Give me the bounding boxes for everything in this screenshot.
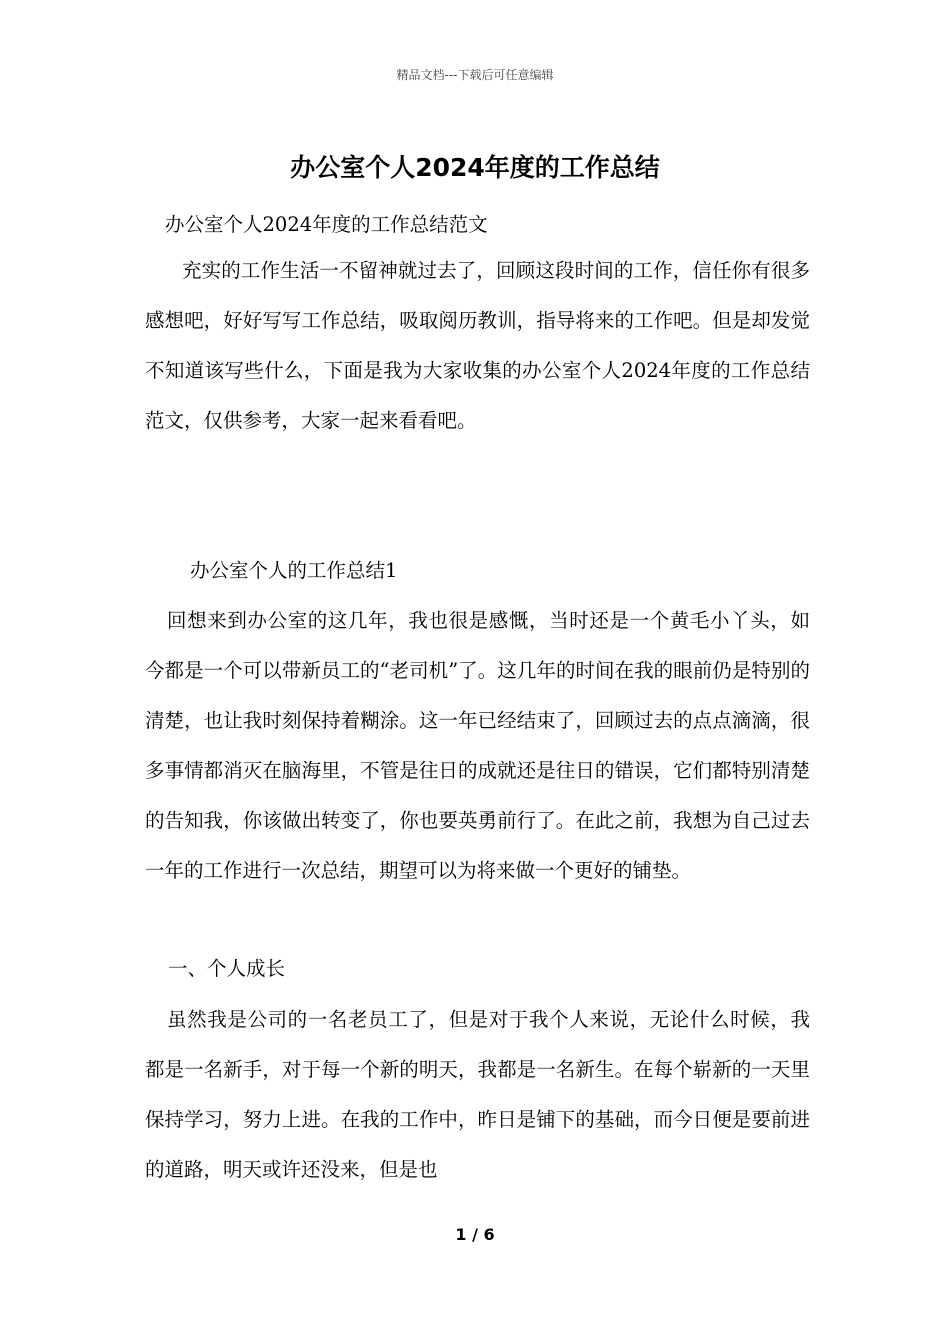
document-subtitle: 办公室个人2024年度的工作总结范文 [165, 213, 488, 236]
section-heading: 一、个人成长 [168, 957, 286, 980]
section-title: 办公室个人的工作总结1 [190, 559, 398, 582]
intro-paragraph: 充实的工作生活一不留神就过去了，回顾这段时间的工作，信任你有很多感想吧，好好写写工作总结，吸取阅历教训，指导将来的工作吧。但是却发觉不知道该写些什么，下面是我为大家收集的办公室个人2024年度的工作总结范文，仅供参考，大家一起来看看吧。 [145, 259, 810, 432]
document-title: 办公室个人2024年度的工作总结 [290, 153, 660, 182]
body-paragraph-1: 回想来到办公室的这几年，我也很是感慨，当时还是一个黄毛小丫头，如今都是一个可以带新员工的“老司机”了。这几年的时间在我的眼前仍是特别的清楚，也让我时刻保持着糊涂。这一年已经结束了，回顾过去的点点滴滴，很多事情都消灭在脑海里，不管是往日的成就还是往日的错误，它们都特别清楚的告知我，你该做出转变了，你也要英勇前行了。在此之前，我想为自己过去一年的工作进行一次总结，期望可以为将来做一个更好的铺垫。 [145, 609, 810, 882]
page-number: 1 / 6 [455, 1225, 495, 1244]
page-header: 精品文档---下载后可任意编辑 [396, 68, 554, 82]
body-paragraph-2: 虽然我是公司的一名老员工了，但是对于我个人来说，无论什么时候，我都是一名新手，对于每一个新的明天，我都是一名新生。在每个崭新的一天里保持学习，努力上进。在我的工作中，昨日是铺下的基础，而今日便是要前进的道路，明天或许还没来，但是也 [145, 1008, 810, 1181]
